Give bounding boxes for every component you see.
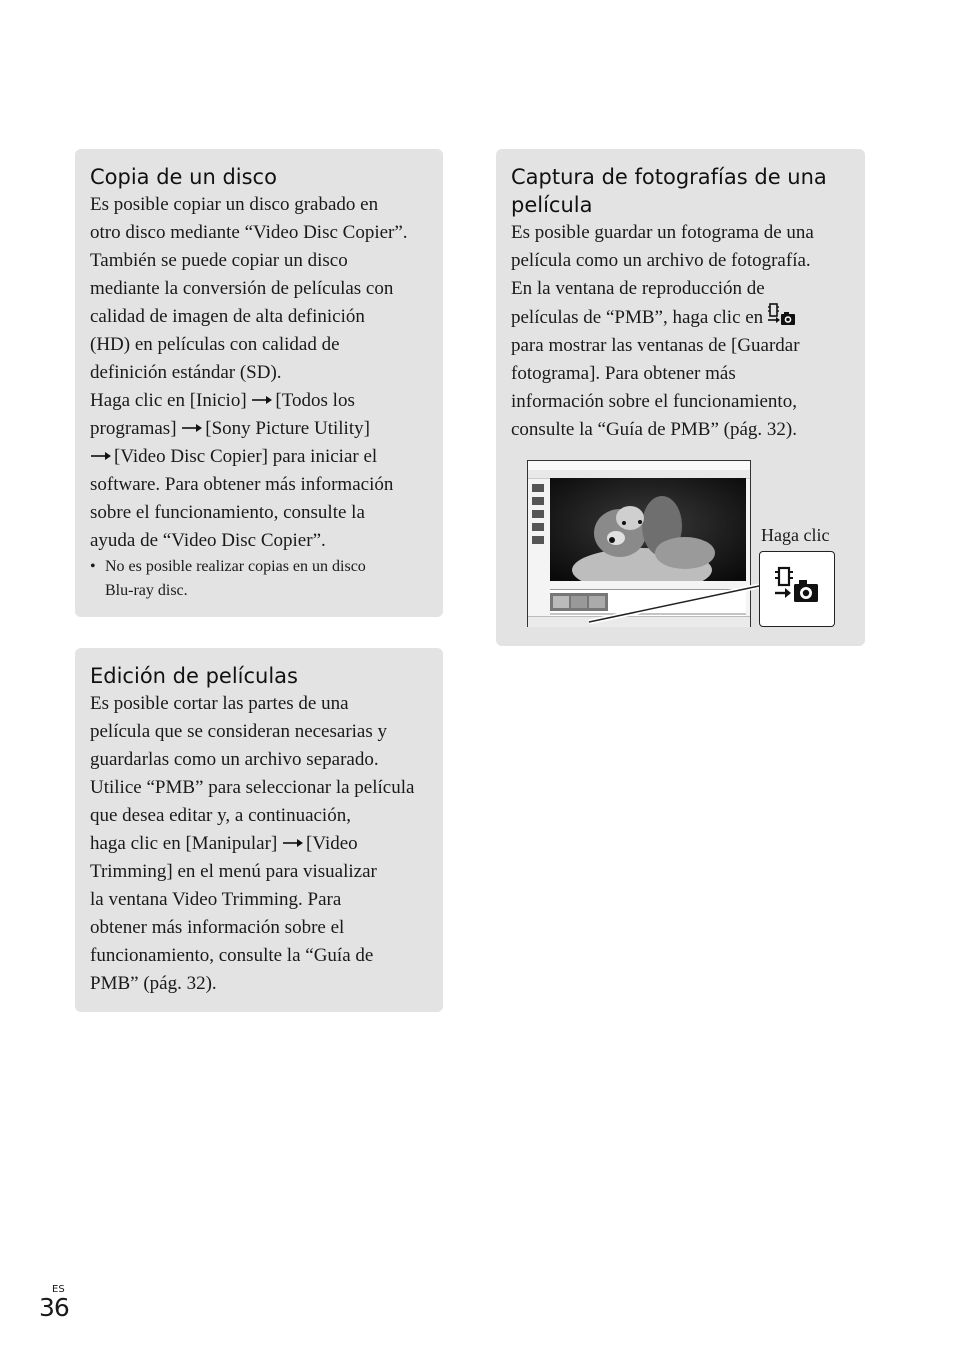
callout-box: [759, 551, 835, 627]
page-number: 36: [39, 1293, 69, 1322]
section-body: Es posible cortar las partes de una película que se consideran necesarias y guardarlas como un archivo separado. Utilice “PMB” para seleccionar la película que desea editar y, a continuación, haga clic en [Manipular] [Video Trimming] en el menú para visualizar la ventana Video Trimming. Para obtener más información sobre el funcionamiento, consulte la “Guía de PMB” (pág. 32).: [90, 693, 415, 994]
section-title: Edición de películas: [90, 664, 298, 688]
arrow-right-icon: [282, 838, 304, 848]
section-title: Captura de fotografías de una película: [511, 165, 827, 217]
note: • No es posible realizar copias en un disco Blu-ray disc.: [90, 555, 429, 603]
arrow-right-icon: [251, 395, 273, 405]
section-edicion-de-peliculas: [75, 648, 443, 1012]
section-body: Es posible copiar un disco grabado en otro disco mediante “Video Disc Copier”. También se puede copiar un disco mediante la conversión de películas con calidad de imagen de alta definición (HD) en películas con calidad de definición estándar (SD). Haga clic en [Inicio] [Todos los programas] [Sony Picture Utility] [Video Disc Copier] para iniciar el software. Para obtener más información sobre el funcionamiento, consulte la ayuda de “Video Disc Copier”.: [90, 194, 408, 551]
capture-frame-icon: [760, 552, 836, 628]
pmb-playback-screenshot-figure: [527, 460, 837, 628]
arrow-right-icon: [181, 423, 203, 433]
section-copia-de-un-disco: [75, 149, 443, 617]
section-body: Es posible guardar un fotograma de una película como un archivo de fotografía. En la ventana de reproducción de películas de “PMB”, haga clic en para mostrar las ventanas de [Guardar fotograma]. Para obtener más información sobre el funcionamiento, consulte la “Guía de PMB” (pág. 32).: [511, 222, 814, 440]
callout-label: Haga clic: [761, 525, 830, 545]
page-language: ES: [52, 1284, 65, 1295]
section-title: Copia de un disco: [90, 165, 277, 189]
arrow-right-icon: [90, 451, 112, 461]
capture-frame-icon: [768, 303, 796, 327]
bullet-icon: •: [90, 558, 96, 575]
